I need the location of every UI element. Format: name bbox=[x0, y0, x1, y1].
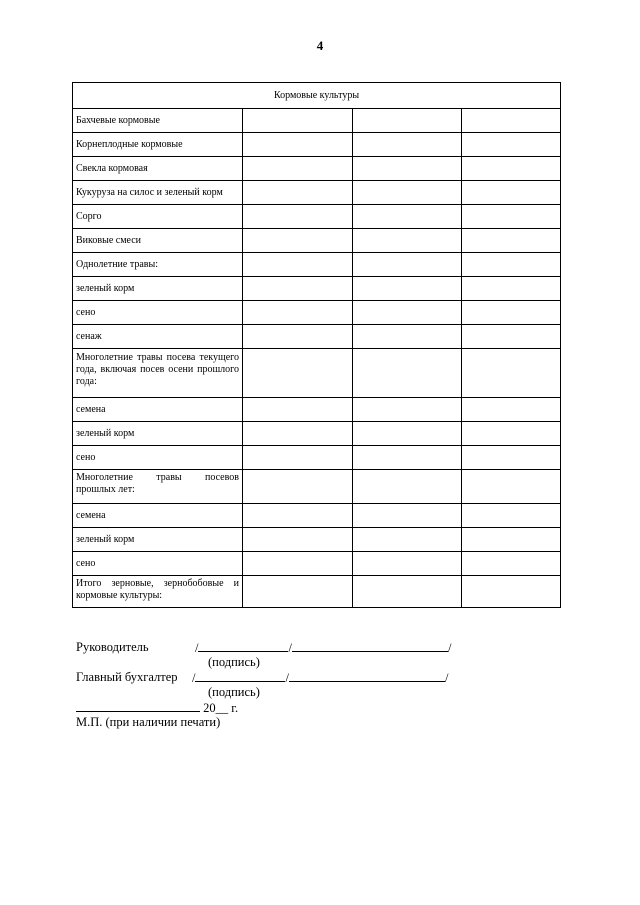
empty-cell[interactable] bbox=[243, 109, 353, 133]
empty-cell[interactable] bbox=[462, 576, 561, 608]
empty-cell[interactable] bbox=[353, 181, 462, 205]
empty-cell[interactable] bbox=[353, 528, 462, 552]
empty-cell[interactable] bbox=[353, 109, 462, 133]
empty-cell[interactable] bbox=[353, 552, 462, 576]
accountant-row bbox=[76, 670, 496, 685]
signature-block bbox=[76, 640, 496, 730]
director-signature-line: / / / bbox=[195, 641, 452, 655]
row-label bbox=[73, 552, 243, 576]
date-row bbox=[76, 700, 496, 715]
empty-cell[interactable] bbox=[243, 528, 353, 552]
empty-cell[interactable] bbox=[462, 229, 561, 253]
row-label bbox=[73, 109, 243, 133]
row-label-text: Кукуруза на силос и зеленый корм bbox=[76, 186, 223, 198]
table-row bbox=[73, 552, 561, 576]
table-row bbox=[73, 205, 561, 229]
row-label bbox=[73, 157, 243, 181]
empty-cell[interactable] bbox=[243, 181, 353, 205]
row-label-text: Сорго bbox=[76, 210, 102, 222]
empty-cell[interactable] bbox=[462, 133, 561, 157]
page-number: 4 bbox=[316, 38, 324, 53]
row-label-text: сено bbox=[76, 557, 96, 569]
table-row bbox=[73, 253, 561, 277]
empty-cell[interactable] bbox=[243, 349, 353, 398]
empty-cell[interactable] bbox=[243, 576, 353, 608]
row-label bbox=[73, 470, 243, 504]
row-label-text: семена bbox=[76, 403, 106, 415]
row-label-text: Однолетние травы: bbox=[76, 258, 158, 270]
date-text: 20__ г. bbox=[203, 701, 239, 715]
director-signature-caption: (подпись) bbox=[208, 655, 260, 669]
row-label bbox=[73, 277, 243, 301]
row-label bbox=[73, 229, 243, 253]
row-label-text: сено bbox=[76, 451, 96, 463]
empty-cell[interactable] bbox=[243, 229, 353, 253]
empty-cell[interactable] bbox=[353, 253, 462, 277]
table-row bbox=[73, 157, 561, 181]
row-label bbox=[73, 528, 243, 552]
empty-cell[interactable] bbox=[353, 277, 462, 301]
row-label-text: Многолетние травы посевов прошлых лет: bbox=[76, 472, 239, 495]
empty-cell[interactable] bbox=[243, 325, 353, 349]
table-row bbox=[73, 422, 561, 446]
row-label bbox=[73, 253, 243, 277]
empty-cell[interactable] bbox=[462, 301, 561, 325]
table-row bbox=[73, 301, 561, 325]
empty-cell[interactable] bbox=[353, 157, 462, 181]
table-row bbox=[73, 181, 561, 205]
empty-cell[interactable] bbox=[462, 504, 561, 528]
row-label bbox=[73, 205, 243, 229]
empty-cell[interactable] bbox=[353, 205, 462, 229]
empty-cell[interactable] bbox=[462, 470, 561, 504]
empty-cell[interactable] bbox=[462, 157, 561, 181]
row-label-text: Виковые смеси bbox=[76, 234, 141, 246]
empty-cell[interactable] bbox=[462, 205, 561, 229]
empty-cell[interactable] bbox=[243, 277, 353, 301]
empty-cell[interactable] bbox=[462, 528, 561, 552]
row-label-text: Бахчевые кормовые bbox=[76, 114, 160, 126]
empty-cell[interactable] bbox=[353, 576, 462, 608]
empty-cell[interactable] bbox=[243, 504, 353, 528]
empty-cell[interactable] bbox=[462, 552, 561, 576]
empty-cell[interactable] bbox=[353, 470, 462, 504]
row-label bbox=[73, 301, 243, 325]
empty-cell[interactable] bbox=[243, 301, 353, 325]
table-header: Кормовые культуры bbox=[73, 83, 561, 109]
row-label-text: сенаж bbox=[76, 330, 102, 342]
accountant-signature-line: / / / bbox=[192, 671, 449, 685]
row-label-text: сено bbox=[76, 306, 96, 318]
table-row bbox=[73, 528, 561, 552]
row-label bbox=[73, 422, 243, 446]
row-label bbox=[73, 325, 243, 349]
row-label-text: семена bbox=[76, 509, 106, 521]
table-row bbox=[73, 349, 561, 398]
empty-cell[interactable] bbox=[462, 277, 561, 301]
empty-cell[interactable] bbox=[243, 157, 353, 181]
empty-cell[interactable] bbox=[353, 446, 462, 470]
empty-cell[interactable] bbox=[353, 133, 462, 157]
empty-cell[interactable] bbox=[462, 325, 561, 349]
table-row bbox=[73, 325, 561, 349]
table-row bbox=[73, 470, 561, 504]
row-label bbox=[73, 349, 243, 398]
director-caption-row bbox=[76, 655, 496, 670]
empty-cell[interactable] bbox=[243, 552, 353, 576]
empty-cell[interactable] bbox=[243, 422, 353, 446]
row-label bbox=[73, 576, 243, 608]
row-label bbox=[73, 504, 243, 528]
row-label bbox=[73, 181, 243, 205]
empty-cell[interactable] bbox=[243, 470, 353, 504]
empty-cell[interactable] bbox=[243, 398, 353, 422]
empty-cell[interactable] bbox=[462, 422, 561, 446]
director-label: Руководитель bbox=[76, 640, 149, 654]
empty-cell[interactable] bbox=[462, 349, 561, 398]
row-label-text: Корнеплодные кормовые bbox=[76, 138, 183, 150]
row-label-text: зеленый корм bbox=[76, 282, 135, 294]
table-row bbox=[73, 277, 561, 301]
empty-cell[interactable] bbox=[462, 253, 561, 277]
accountant-label: Главный бухгалтер bbox=[76, 670, 178, 684]
table-row bbox=[73, 504, 561, 528]
empty-cell[interactable] bbox=[243, 253, 353, 277]
row-label-text: зеленый корм bbox=[76, 427, 135, 439]
table-row bbox=[73, 229, 561, 253]
empty-cell[interactable] bbox=[462, 398, 561, 422]
empty-cell[interactable] bbox=[353, 325, 462, 349]
table-row bbox=[73, 446, 561, 470]
row-label-text: Свекла кормовая bbox=[76, 162, 148, 174]
empty-cell[interactable] bbox=[462, 181, 561, 205]
director-row bbox=[76, 640, 496, 655]
empty-cell[interactable] bbox=[243, 205, 353, 229]
table-row bbox=[73, 398, 561, 422]
empty-cell[interactable] bbox=[462, 109, 561, 133]
empty-cell[interactable] bbox=[353, 398, 462, 422]
row-label-text: зеленый корм bbox=[76, 533, 135, 545]
empty-cell[interactable] bbox=[353, 349, 462, 398]
row-label bbox=[73, 133, 243, 157]
row-label-text: Многолетние травы посева текущего года, включая посев осени прошлого года: bbox=[76, 352, 239, 387]
empty-cell[interactable] bbox=[462, 446, 561, 470]
feed-crops-table bbox=[72, 82, 561, 608]
accountant-caption-row bbox=[76, 685, 496, 700]
empty-cell[interactable] bbox=[353, 504, 462, 528]
row-label-text: Итого зерновые, зернобобовые и кормовые культуры: bbox=[76, 578, 239, 601]
table-row bbox=[73, 133, 561, 157]
accountant-signature-caption: (подпись) bbox=[208, 685, 260, 699]
table-header-row bbox=[73, 83, 561, 109]
empty-cell[interactable] bbox=[243, 133, 353, 157]
date-line bbox=[76, 700, 238, 715]
empty-cell[interactable] bbox=[353, 301, 462, 325]
row-label bbox=[73, 398, 243, 422]
table-row bbox=[73, 109, 561, 133]
row-label bbox=[73, 446, 243, 470]
stamp-text: М.П. (при наличии печати) bbox=[76, 715, 221, 729]
table-row bbox=[73, 576, 561, 608]
empty-cell[interactable] bbox=[243, 446, 353, 470]
stamp-row bbox=[76, 715, 496, 730]
empty-cell[interactable] bbox=[353, 229, 462, 253]
empty-cell[interactable] bbox=[353, 422, 462, 446]
